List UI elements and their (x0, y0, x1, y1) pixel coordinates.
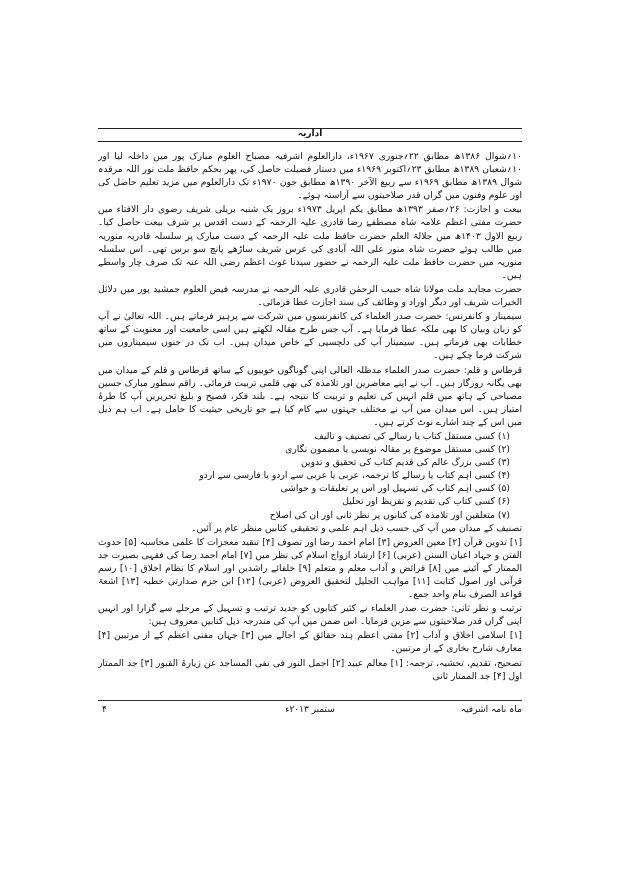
paragraph-seminar: سیمینار و کانفرنس: حضرت صدر العلماء کی کانفرنسوں میں شرکت سے پرہیز فرماتے ہیں۔ اللہ تعالیٰ نے آپ کو زبان وبیان کا بھی ملکہ عطا فرمایا ہے۔ آپ جس طرح مقالہ لکھتے ہیں اسی جامعیت اور معنویت کے ساتھ خطابات بھی فرماتے ہیں۔ سیمینار آپ کی دلچسپی کے خاص میدان ہیں۔ اب تک در جنوں سیمیناروں میں شرکت فرما چکے ہیں۔ (98, 311, 522, 362)
list-item: (۴) کسی اہم کتاب یا رسالے کا ترجمہ، عربی یا عربی سے اردو یا فارسی سے اردو (199, 470, 510, 482)
paragraph-qalam: قرطاس و قلم: حضرت صدر العلماء مدظلہ العالی اپنی گوناگوں خوبیوں کے ساتھ قرطاس و قلم کے میدان میں بھی یگانہ روزگار ہیں۔ آپ نے اپنے معاصرین اور تلامذہ کی بھی قلمی تربیت فرمائی۔ راقم سطور مبارک حسین مصباحی کے ہاتھ میں قلم انہیں کی تعلیم و تربیت کا نتیجہ ہے۔ بلند فکر، فصیح و بلیغ تحریریں آپ کا طرۂ امتیاز ہیں۔ اس میدان میں آپ نے مختلف جہتوں سے کام کیا ہے جو تاریخی حیثیت کا حامل ہے۔ اب ہم ذیل میں اس کے چند اشارے نوٹ کرتے ہیں۔ (98, 364, 522, 428)
paragraph-tarteeb-books: [۱] اسلامی اخلاق و آداب [۲] مفتی اعظم ہند حقائق کے اجالے میں [۳] جہان مفتی اعظم کے از مرتبین [۴] معارف شارح بخاری کے از مرتبین۔ (98, 630, 522, 655)
paragraph-tarteeb: ترتیب و نظر ثانی: حضرت صدر العلماء نے کثیر کتابوں کو جدید ترتیب و تسہیل کے مرحلے سے گزارا اور انہیں اپنی گراں قدر صلاحیتوں سے مزین فرمایا۔ اس ضمن میں آپ کی مندرجہ ذیل کتابیں معروف ہیں: (98, 603, 522, 628)
list-item: (۶) کسی کتاب کی تقدیم و تقریظ اور تحلیل (342, 496, 510, 508)
article-body (98, 150, 522, 682)
page-footer (98, 700, 522, 715)
list-item: (۵) کسی اہم کتاب کی تسہیل اور اس پر تعلیقات و حواشی (280, 483, 510, 495)
list-item: (۲) کسی مستقل موضوع پر مقالہ نویسی یا مضمون نگاری (285, 444, 510, 456)
magazine-name: ماہ نامہ اشرفیہ (460, 705, 522, 715)
issue-date: ستمبر ۲۰۱۳ء (285, 705, 335, 715)
paragraph-tasnif-intro: تصنیف کے میدان میں آپ کی حسب ذیل اہم علمی و تحقیقی کتابیں منظر عام پر آئیں۔ (191, 522, 522, 534)
paragraph-intro: ۱۰؍شوال ۱۳۸۶ھ مطابق ۲۲؍جنوری ۱۹۶۷ء، دارالعلوم اشرفیہ مصباح العلوم مبارک پور میں داخلہ لیا اور ۱۰؍شعبان ۱۳۸۹ھ مطابق ۲۳؍اکتوبر ۱۹۶۹ء میں دستار فضیلت حاصل کی، پھر بحکم حافظ ملت نور اللہ مرقدہ شوال ۱۳۸۹ھ مطابق ۱۹۶۹ء سے ربیع الآخر ۱۳۹۰ھ مطابق جون ۱۹۷۰ء تک دارالعلوم میں مزید تعلیم حاصل کی اور علوم وفنون میں گراں قدر صلاحیتوں سے آراستہ ہوئے۔ (98, 151, 522, 202)
page-header (98, 128, 522, 142)
paragraph-tashih: تصحیح، تقدیم، تحشیہ، ترجمہ: [۱] معالم عبید [۲] اجمل النور فی نفی المساجد عن زیارۃ القبور [۳] جد الممتار اول [۴] جد الممتار ثانی (98, 657, 522, 682)
page-number: ۴ (102, 705, 107, 715)
paragraph-ijazat: حضرت مجاہد ملت مولانا شاہ حبیب الرحمٰن قادری علیہ الرحمہ نے مدرسہ فیض العلوم جمشید پور میں دلائل الخیرات شریف اور دیگر اوراد و وظائف کی سند اجازت عطا فرمائی۔ (98, 283, 522, 309)
list-item: (۷) متعلقین اور تلامذہ کی کتابوں پر نظر ثانی اور ان کی اصلاح (269, 509, 510, 521)
paragraph-bayat: بیعت و اجازت: ۲۶؍صفر ۱۳۹۳ھ مطابق یکم اپریل ۱۹۷۳ء بروز یک شنبہ بریلی شریف رضوی دار الافتاء میں حضرت مفتی اعظم علامہ شاہ مصطفےٰ رضا قادری علیہ الرحمہ کے دست اقدس پر شرف بیعت حاصل کیا۔ ربیع الاول ۱۴۰۳ھ میں جلالۃ العلم حضرت حافظ ملت علیہ الرحمہ کے دست مبارک پر سلسلہ قادریہ منوریہ میں طالب ہوئے حضرت شاہ منور علی اللہ آبادی کی عرس شریف ساڑھے پانچ سو برس تھی۔ اس سلسلہ منوریہ میں حضرت حافظ ملت علیہ الرحمہ نے حضور سیدنا غوث اعظم رضی اللہ عنہ تک صرف چار واسطے ہیں۔ (98, 204, 522, 281)
list-item: (۱) کسی مستقل کتاب یا رسالے کی تصنیف و تالیف (314, 430, 510, 442)
writing-types-list (98, 430, 510, 522)
paragraph-books-list: [۱] تدوین قرآن [۲] معین العروض [۳] امام احمد رضا اور تصوف [۴] تنقید معجزات کا علمی محاسبہ [۵] حدوث الفتن و جہاد اعیان السنن (عربی) [۶] ارشاد ازواج اسلام کی نظر میں [۷] امام احمد رضا کی فقہی بصیرت جد الممتار کے آئینے میں [۸] فرائض و آداب معلم و متعلم [۹] خلفائے راشدین اور اسلام کا نظام اخلاق [۱۰] رسم قرآنی اور اصول کتابت [۱۱] مواہب الجلیل لتحقیق العروض (عربی) [۱۲] ابن حزم صدارتی خطبہ [۱۳] اشعۃ قواعد الصرف بنام واحد جمع۔ (98, 536, 522, 601)
list-item: (۳) کسی بزرگ عالم کی قدیم کتاب کی تحقیق و تدوین (301, 457, 510, 469)
header-title: اداریہ (297, 129, 323, 139)
